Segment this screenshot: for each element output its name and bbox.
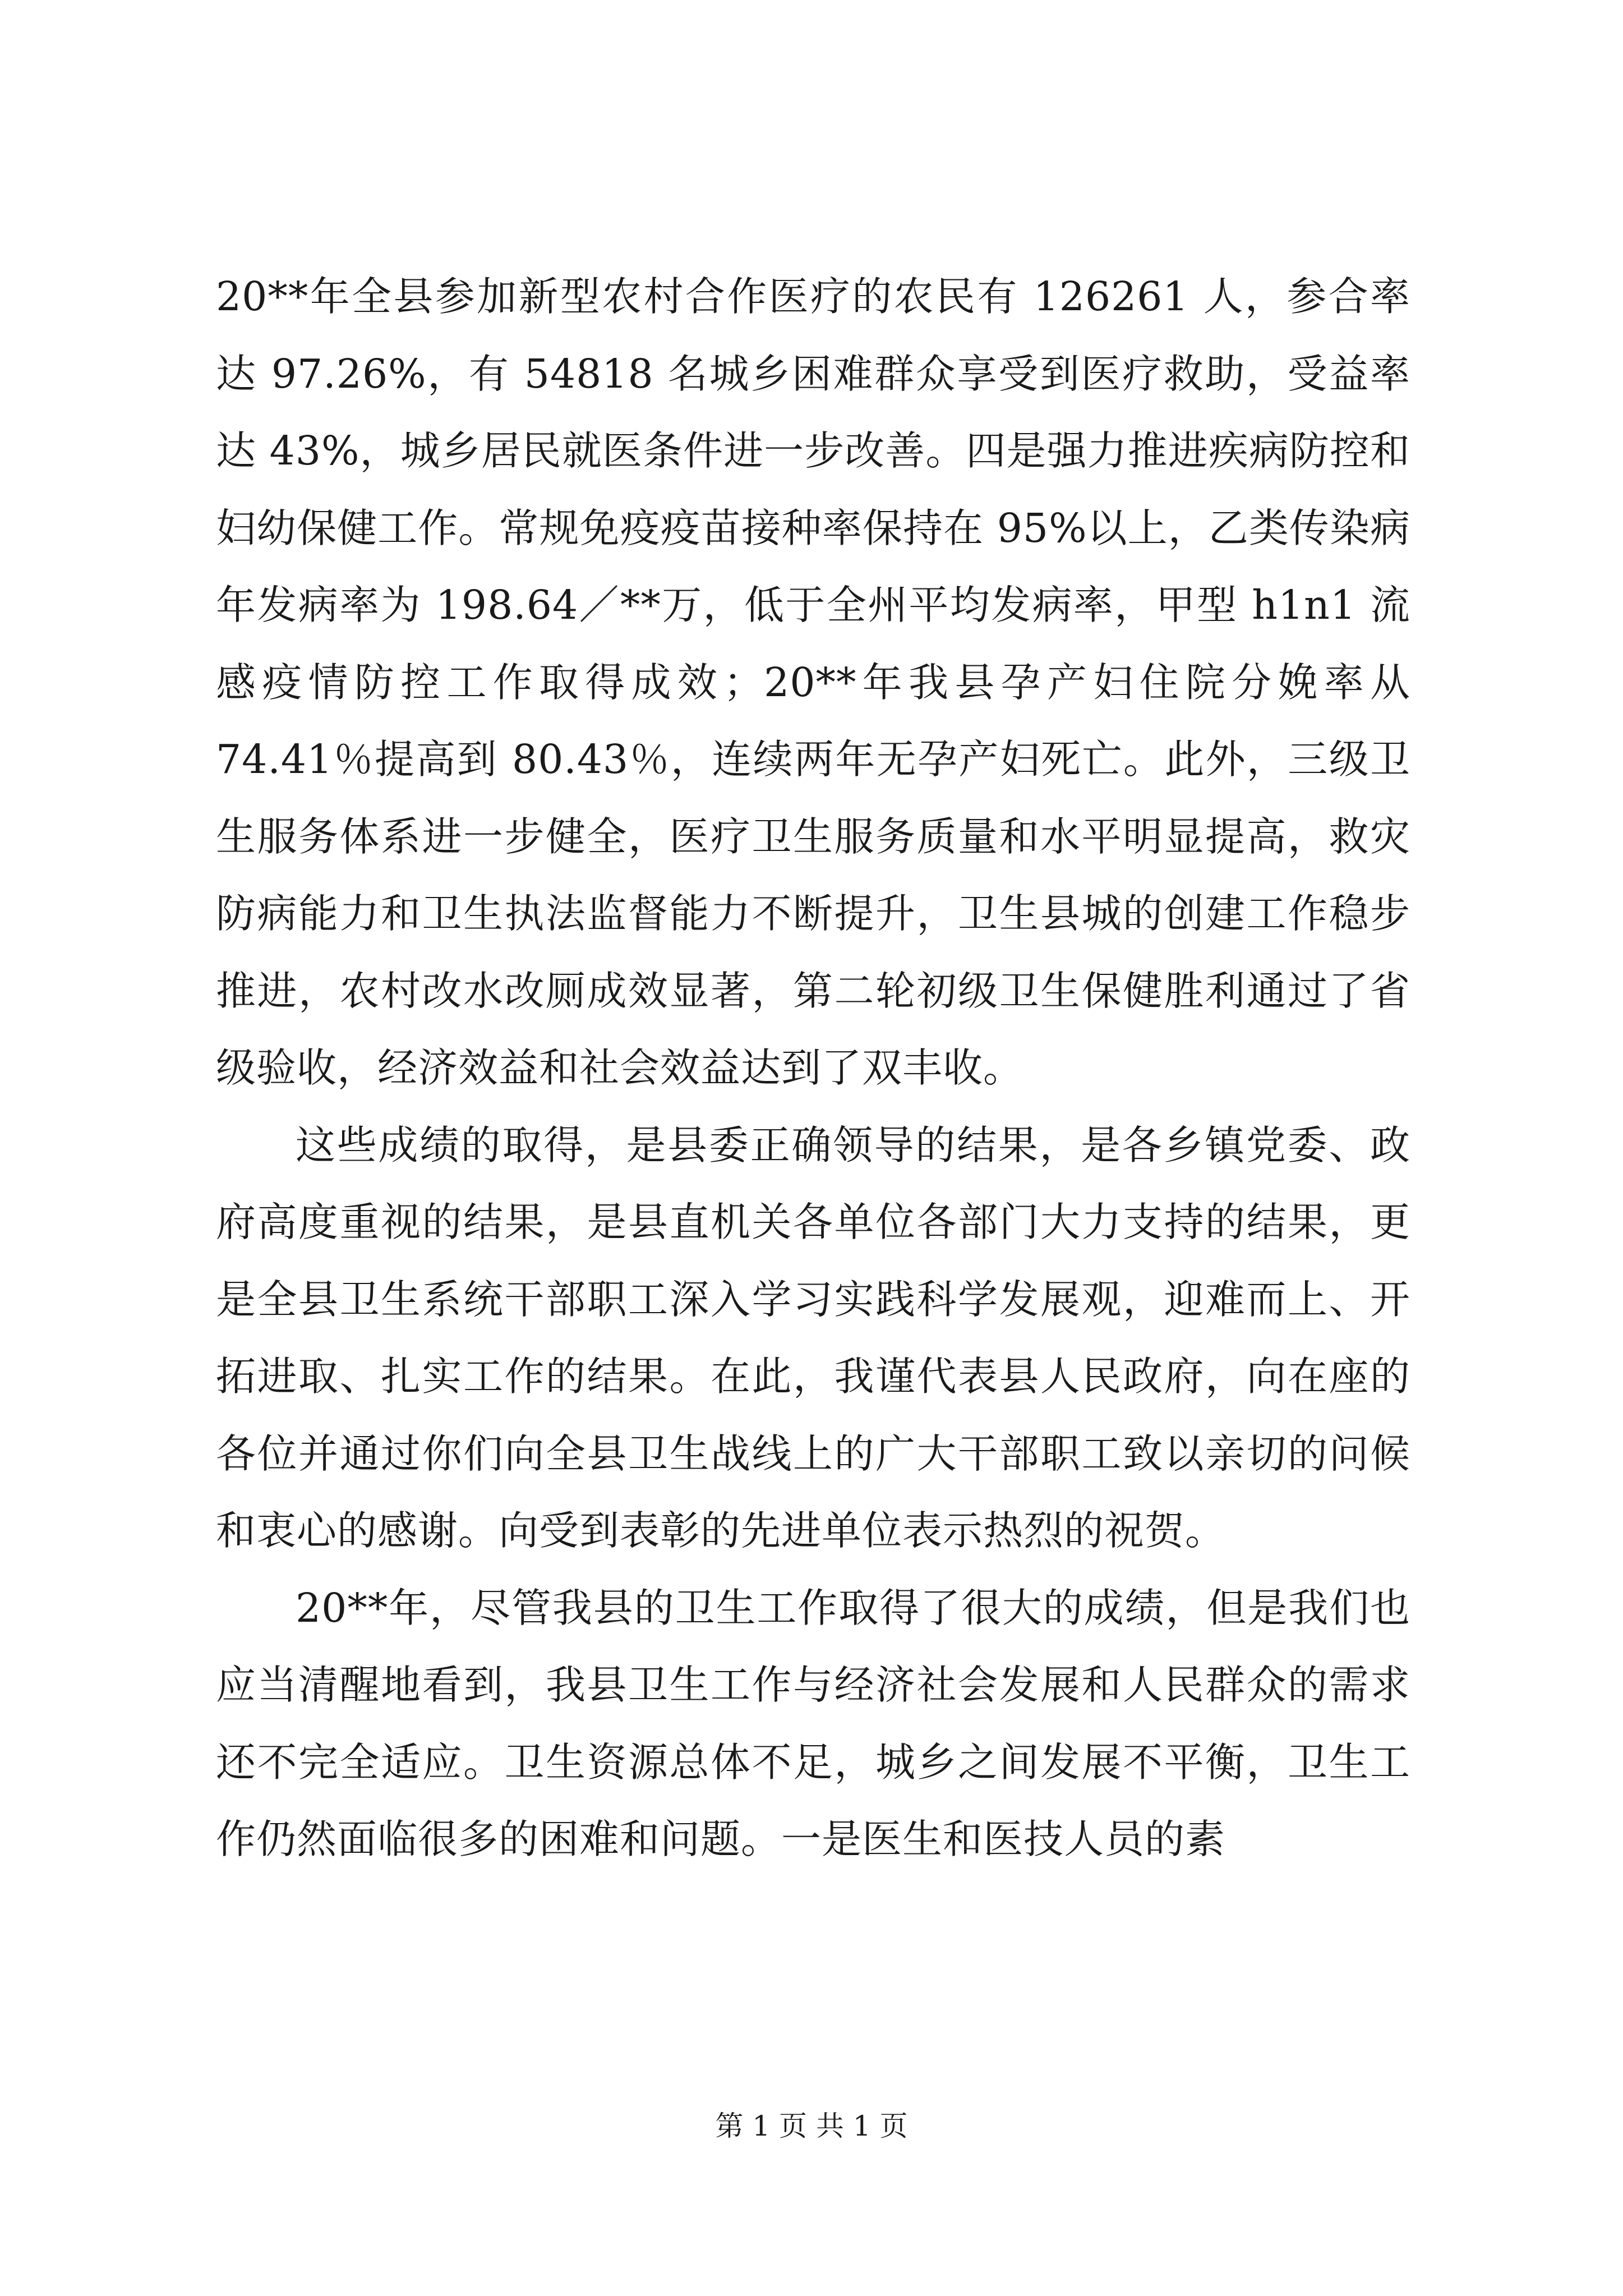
document-body bbox=[216, 258, 1410, 1878]
paragraph-2: 这些成绩的取得，是县委正确领导的结果，是各乡镇党委、政府高度重视的结果，是县直机关各单位各部门大力支持的结果，更是全县卫生系统干部职工深入学习实践科学发展观，迎难而上、开拓进取、扎实工作的结果。在此，我谨代表县人民政府，向在座的各位并通过你们向全县卫生战线上的广大干部职工致以亲切的问候和衷心的感谢。向受到表彰的先进单位表示热烈的祝贺。 bbox=[216, 1121, 1410, 1554]
paragraph-1: 20**年全县参加新型农村合作医疗的农民有 126261 人，参合率达 97.26%，有 54818 名城乡困难群众享受到医疗救助，受益率达 43%，城乡居民就医条件进一步改善。四是强力推进疾病防控和妇幼保健工作。常规免疫疫苗接种率保持在 95%以上，乙类传染病年发病率为 198.64／**万，低于全州平均发病率，甲型 h1n1 流感疫情防控工作取得成效；20**年我县孕产妇住院分娩率从 74.41％提高到 80.43％，连续两年无孕产妇死亡。此外，三级卫生服务体系进一步健全，医疗卫生服务质量和水平明显提高，救灾防病能力和卫生执法监督能力不断提升，卫生县城的创建工作稳步推进，农村改水改厕成效显著，第二轮初级卫生保健胜利通过了省级验收，经济效益和社会效益达到了双丰收。 bbox=[216, 273, 1410, 1091]
paragraph-3: 20**年，尽管我县的卫生工作取得了很大的成绩，但是我们也应当清醒地看到，我县卫生工作与经济社会发展和人民群众的需求还不完全适应。卫生资源总体不足，城乡之间发展不平衡，卫生工作仍然面临很多的困难和问题。一是医生和医技人员的素 bbox=[216, 1584, 1410, 1862]
page-footer: 第 1 页 共 1 页 bbox=[715, 2110, 908, 2142]
